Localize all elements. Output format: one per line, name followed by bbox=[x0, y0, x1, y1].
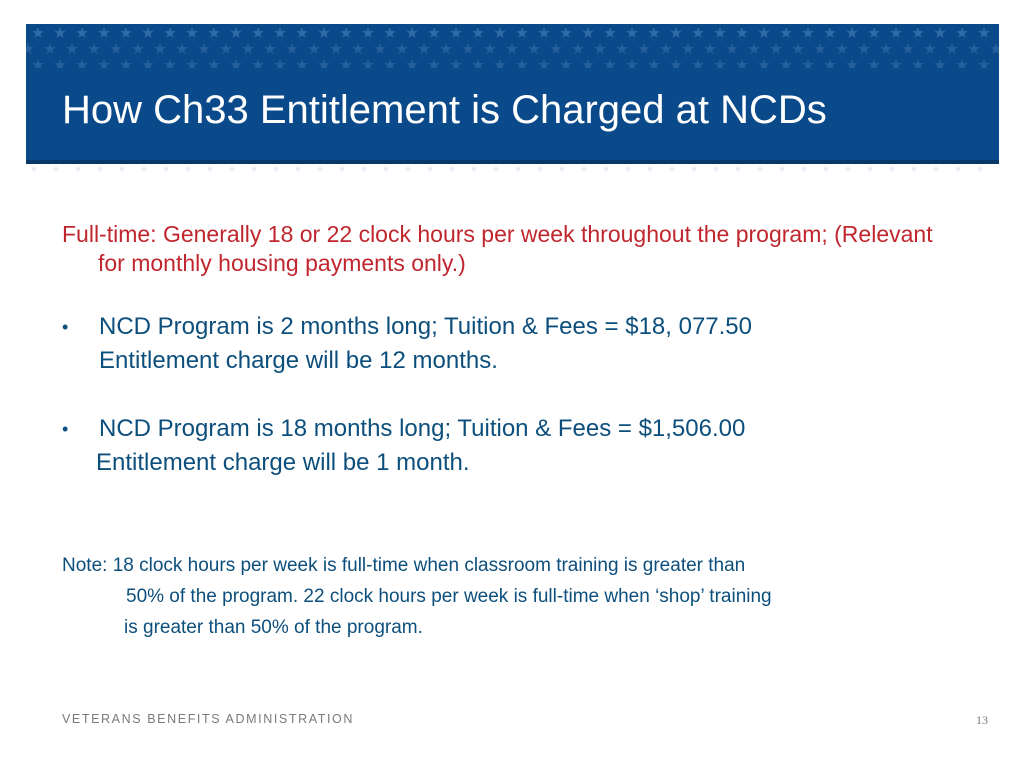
title-banner bbox=[26, 24, 999, 164]
slide-title: How Ch33 Entitlement is Charged at NCDs bbox=[62, 88, 827, 132]
bullet-item bbox=[62, 412, 962, 480]
fulltime-definition: Full-time: Generally 18 or 22 clock hours per week throughout the program; (Relevant for monthly housing payments only.) bbox=[62, 221, 933, 276]
page-number: 13 bbox=[976, 713, 988, 727]
faint-star-row-icon bbox=[26, 164, 999, 176]
bullet-list bbox=[62, 310, 962, 480]
bullet-icon: • bbox=[62, 317, 69, 337]
bullet-icon: • bbox=[62, 419, 69, 439]
bullet-program-text: NCD Program is 18 months long; Tuition & Fees = $1,506.00 bbox=[99, 415, 746, 442]
slide-body bbox=[62, 220, 962, 514]
bullet-item bbox=[62, 310, 962, 378]
bullet-entitlement-text: Entitlement charge will be 12 months. bbox=[99, 347, 498, 374]
note-line: 50% of the program. 22 clock hours per week is full-time when ‘shop’ training bbox=[126, 586, 772, 607]
note-line: is greater than 50% of the program. bbox=[124, 617, 423, 638]
note-line: Note: 18 clock hours per week is full-time when classroom training is greater than bbox=[62, 555, 746, 576]
note-paragraph bbox=[62, 550, 962, 643]
footer-organization: VETERANS BENEFITS ADMINISTRATION bbox=[62, 712, 354, 726]
star-pattern-icon bbox=[26, 24, 999, 68]
bullet-entitlement-text: Entitlement charge will be 1 month. bbox=[96, 449, 470, 476]
bullet-program-text: NCD Program is 2 months long; Tuition & Fees = $18, 077.50 bbox=[99, 313, 753, 340]
